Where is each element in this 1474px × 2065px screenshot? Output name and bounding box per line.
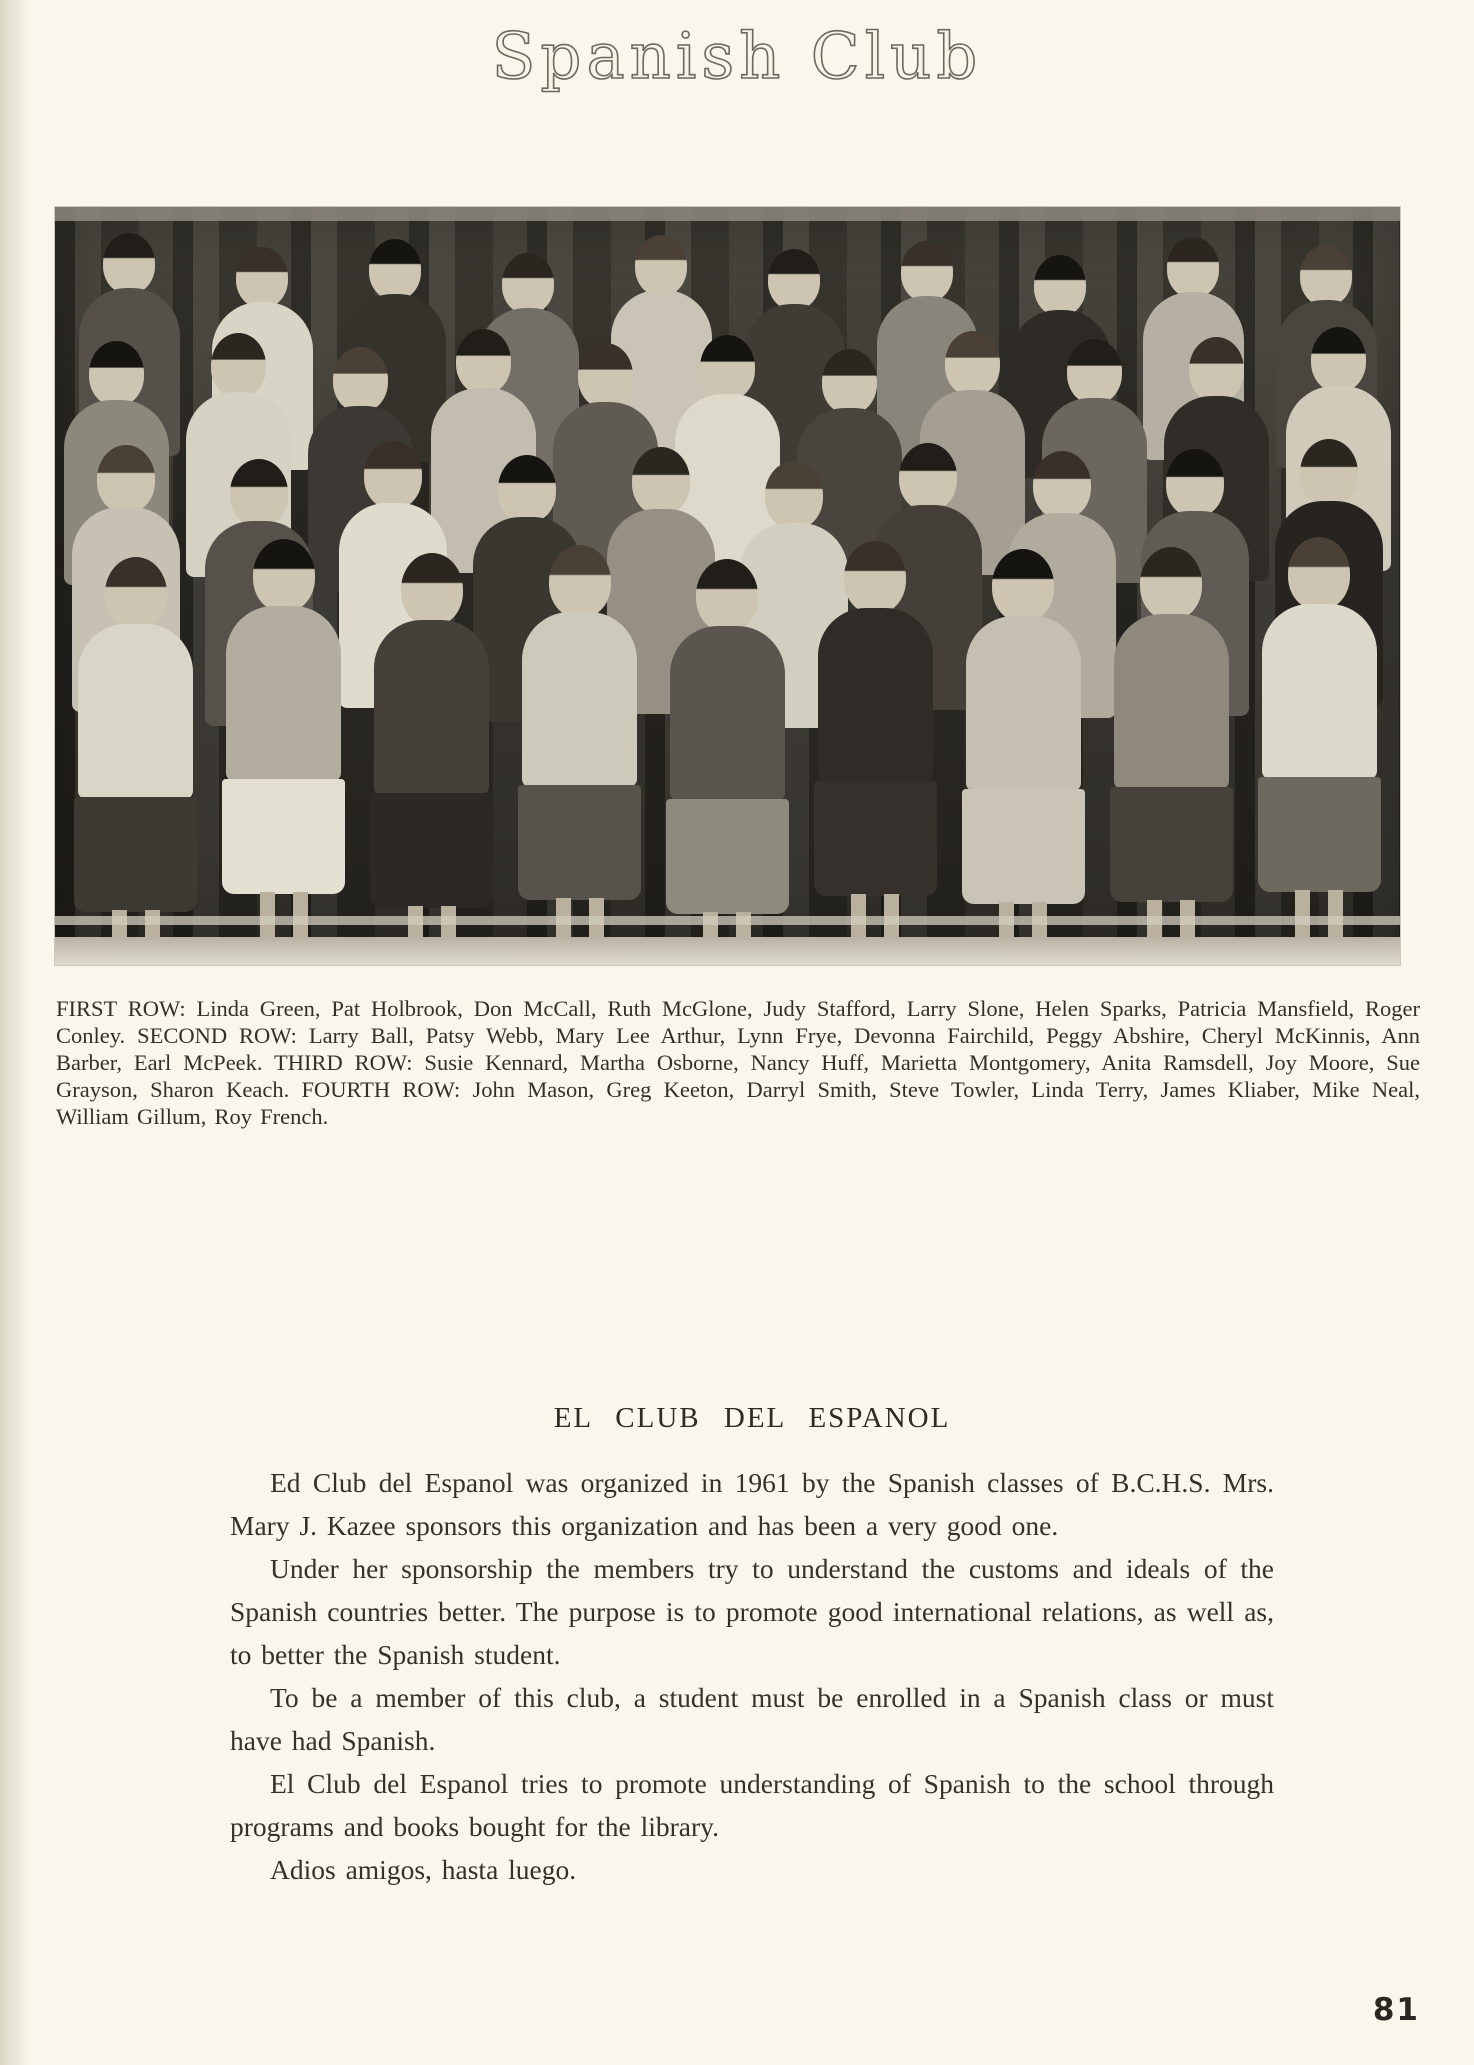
- crowd-row: [55, 537, 1400, 965]
- article-heading: EL CLUB DEL ESPANOL: [553, 1402, 951, 1434]
- photo-caption: FIRST ROW: Linda Green, Pat Holbrook, Don McCall, Ruth McGlone, Judy Stafford, Larry Slone, Helen Sparks, Patricia Mansfield, Roger Conley. SECOND ROW: Larry Ball, Patsy Webb, Mary Lee Arthur, Lynn Frye, Devonna Fairchild, Peggy Abshire, Cheryl McKinnis, Ann Barber, Earl McPeek. THIRD ROW: Susie Kennard, Martha Osborne, Nancy Huff, Marietta Montgomery, Anita Ramsdell, Joy Moore, Sue Grayson, Sharon Keach. FOURTH ROW: John Mason, Greg Keeton, Darryl Smith, Steve Towler, Linda Terry, James Kliaber, Mike Neal, William Gillum, Roy French.: [56, 996, 1420, 1129]
- article-section: [230, 1402, 1274, 1891]
- article-paragraph: Adios amigos, hasta luego.: [270, 1854, 577, 1885]
- page-number: 81: [1372, 1992, 1420, 2028]
- person-figure: [1252, 537, 1386, 952]
- article-paragraph: Under her sponsorship the members try to understand the customs and ideals of the Spanish countries better. The purpose is to promote good international relations, as well as, to better the Spanish student.: [230, 1553, 1274, 1670]
- club-photo-canvas: [55, 207, 1400, 965]
- article-paragraph: To be a member of this club, a student must be enrolled in a Spanish class or must have had Spanish.: [230, 1682, 1274, 1756]
- person-figure: [217, 539, 351, 954]
- article-paragraph: El Club del Espanol tries to promote understanding of Spanish to the school through programs and books bought for the library.: [230, 1768, 1274, 1842]
- person-figure: [513, 545, 647, 960]
- page-title: Spanish Club: [491, 20, 983, 94]
- riser-bar: [55, 916, 1400, 925]
- person-figure: [956, 549, 1090, 964]
- person-figure: [660, 559, 794, 965]
- curtain-top-edge: [55, 207, 1400, 221]
- person-figure: [808, 541, 942, 956]
- person-figure: [69, 557, 203, 965]
- article-paragraph: Ed Club del Espanol was organized in 1961 by the Spanish classes of B.C.H.S. Mrs. Mary J. Kazee sponsors this organization and has been a very good one.: [230, 1467, 1274, 1541]
- person-figure: [365, 553, 499, 965]
- person-figure: [1104, 547, 1238, 962]
- floor-band: [55, 937, 1400, 965]
